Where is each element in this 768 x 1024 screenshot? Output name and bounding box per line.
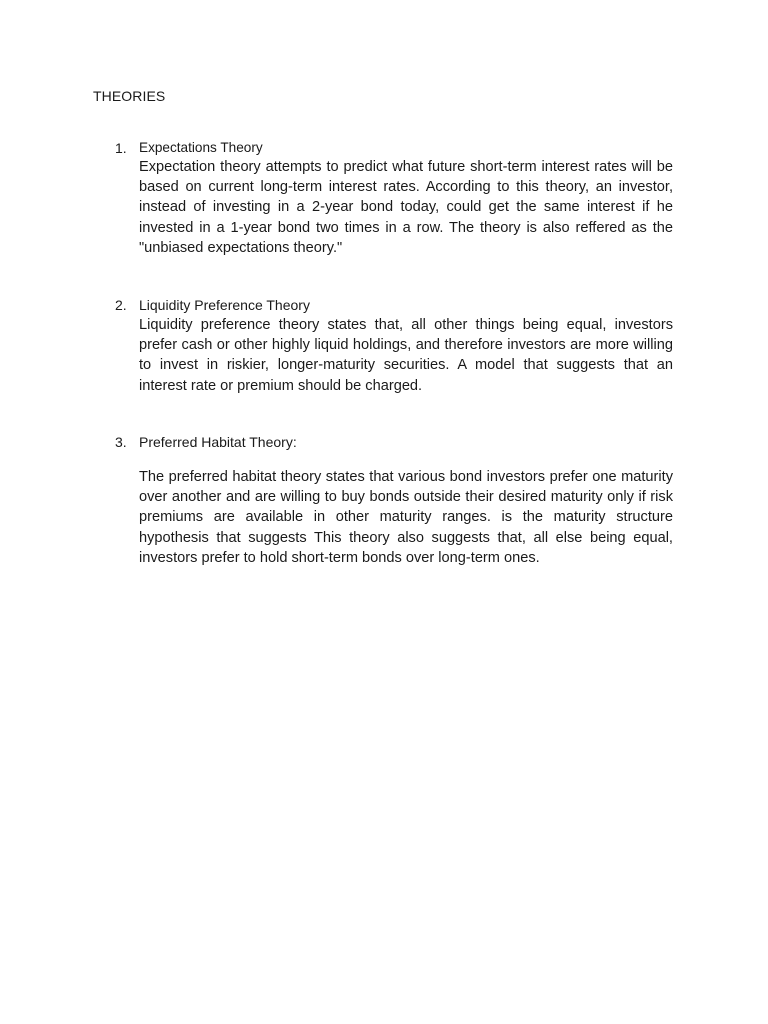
- list-item-number: 3.: [115, 434, 127, 450]
- list-item-title: Expectations Theory: [139, 140, 263, 155]
- list-item-body: Expectation theory attempts to predict what future short-term interest rates will be based on current long-term interest rates. According to this theory, an investor, instead of investing in a 2-year bond today, could get the same interest if he invested in a 1-year bond two times in a row. The theory is also reffered as the "unbiased expectations theory.": [139, 159, 673, 256]
- list-item: [115, 432, 673, 568]
- list-item-title: Liquidity Preference Theory: [139, 297, 310, 313]
- list-item: [115, 138, 673, 258]
- list-item-body: The preferred habitat theory states that various bond investors prefer one maturity over another and are willing to buy bonds outside their desired maturity only if risk premiums are available in other maturity ranges. is the maturity structure hypothesis that suggests This theory also suggests that, all else being equal, investors prefer to hold short-term bonds over long-term ones.: [139, 469, 673, 566]
- list-item-title: Preferred Habitat Theory:: [139, 434, 297, 450]
- list-item: [115, 295, 673, 396]
- list-item-body: Liquidity preference theory states that, all other things being equal, investors prefer cash or other highly liquid holdings, and therefore investors are more willing to invest in riskier, longer-maturity securities. A model that suggests that an interest rate or premium should be charged.: [139, 317, 673, 394]
- document-heading: THEORIES: [93, 88, 166, 104]
- list-item-number: 2.: [115, 297, 127, 313]
- list-item-number: 1.: [115, 140, 127, 156]
